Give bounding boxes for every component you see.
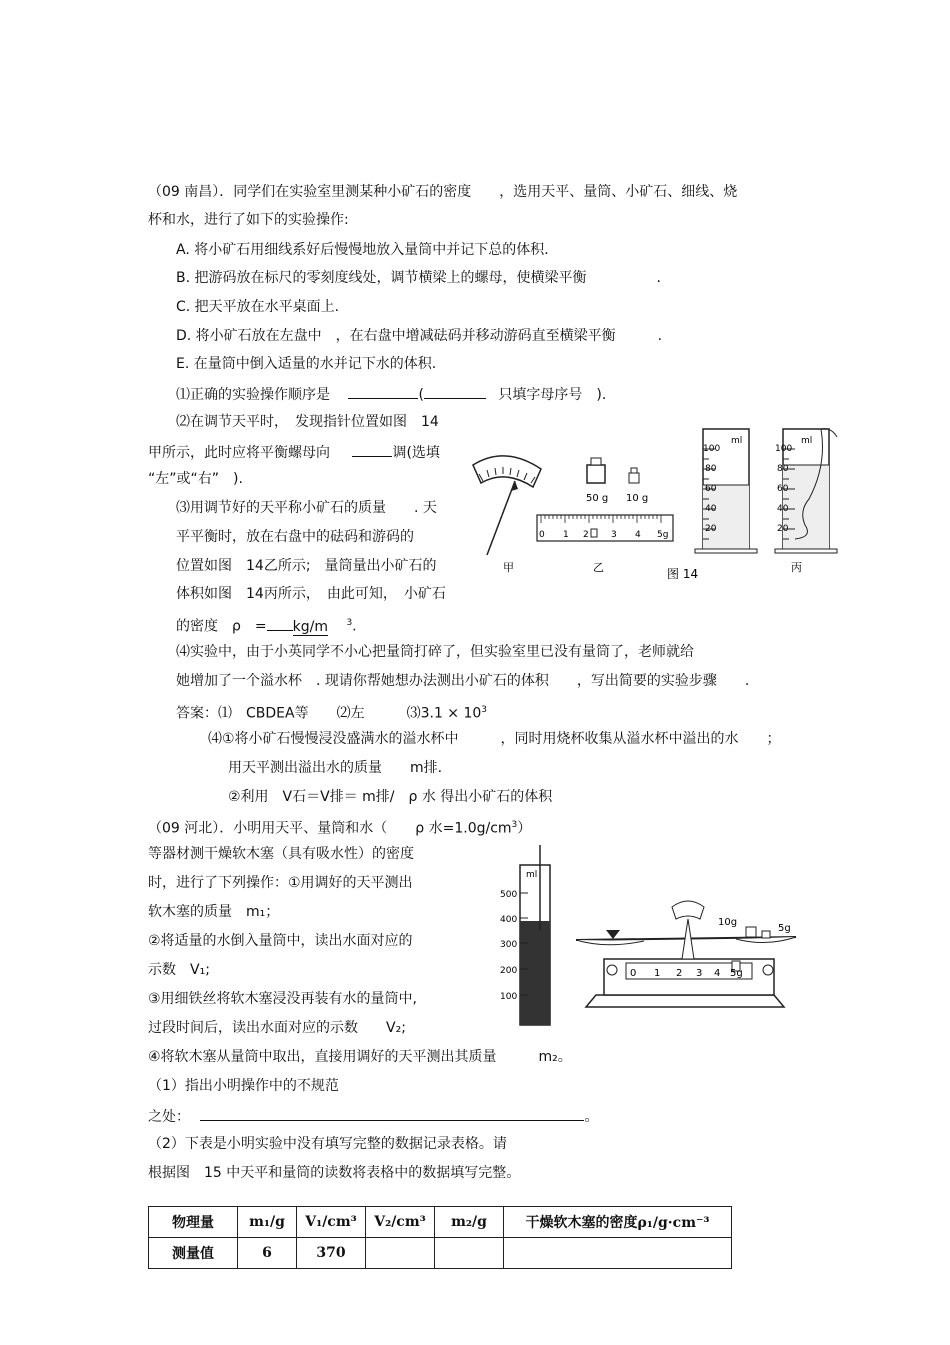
label-yi: 乙 xyxy=(593,561,604,574)
q2-line13: 根据图 15 中天平和量筒的读数将表格中的数据填写完整。 xyxy=(148,1165,521,1181)
cyl2-tick-80: 80 xyxy=(777,464,789,474)
density-unit-exp: 3 xyxy=(346,618,353,628)
ruler-tick-2: 2 xyxy=(583,530,589,540)
q1-part2-tail: 调(选填 xyxy=(392,445,440,461)
table-header-row xyxy=(149,1207,732,1238)
table-cell-v1[interactable]: 370 xyxy=(297,1238,366,1269)
cyl1-tick-40: 40 xyxy=(705,504,717,514)
q1-part3-line1: ⑶用调节好的天平称小矿石的质量 . 天 xyxy=(176,500,437,516)
table-header-cell: m₂/g xyxy=(435,1207,504,1238)
figure-14 xyxy=(465,425,845,590)
q2-line12: （2）下表是小明实验中没有填写完整的数据记录表格。请 xyxy=(148,1136,507,1152)
rider-ruler xyxy=(537,515,673,541)
order-answer-blank[interactable] xyxy=(348,384,418,399)
q2-line7: ③用细铁丝将软木塞浸没再装有水的量筒中, xyxy=(148,991,417,1007)
q1-part2-line2 xyxy=(148,442,440,462)
ruler15-tick-2: 2 xyxy=(676,968,683,979)
table-cell-m1[interactable]: 6 xyxy=(238,1238,297,1269)
q1-part3-line5 xyxy=(176,614,357,636)
q1-part2-line3: “左”或“右” ). xyxy=(148,471,243,487)
table-header-cell: 干燥软木塞的密度ρ₁/g·cm⁻³ xyxy=(504,1207,732,1238)
cyl1-unit: ml xyxy=(731,436,743,446)
figure-14-caption: 图 14 xyxy=(667,567,699,581)
cyl2-tick-40: 40 xyxy=(777,504,789,514)
q1-answer-line3: 用天平测出溢出水的质量 m排. xyxy=(228,760,443,776)
table-cell-m2[interactable] xyxy=(435,1238,504,1269)
q1-part2-text: 甲所示，此时应将平衡螺母向 xyxy=(148,445,330,461)
q2-line3: 时，进行了下列操作：①用调好的天平测出 xyxy=(148,875,413,891)
table-header-cell: V₁/cm³ xyxy=(297,1207,366,1238)
q1-part1-paren: ( xyxy=(418,387,424,403)
table-row-label: 测量值 xyxy=(149,1238,238,1269)
cyl15-tick-100: 100 xyxy=(500,992,518,1002)
ruler15-tick-1: 1 xyxy=(654,968,661,979)
q1-answer-line2: ⑷①将小矿石慢慢浸没盛满水的溢水杯中 ，同时用烧杯收集从溢水杯中溢出的水 ； xyxy=(208,731,781,747)
q1-intro-line1: （09 南昌）．同学们在实验室里测某种小矿石的密度 ，选用天平、量筒、小矿石、细线、烧 xyxy=(148,184,738,200)
direction-answer-blank[interactable] xyxy=(352,442,392,457)
q2-line9: ④将软木塞从量筒中取出，直接用调好的天平测出其质量 m₂。 xyxy=(148,1049,572,1065)
cyl15-tick-200: 200 xyxy=(500,966,518,976)
label-jia: 甲 xyxy=(503,561,514,574)
ruler15-tick-0: 0 xyxy=(630,968,637,979)
q1-part4-line1: ⑷实验中，由于小英同学不小心把量筒打碎了，但实验室里已没有量筒了，老师就给 xyxy=(176,644,694,660)
q1-density-label: 的密度 ρ = xyxy=(176,618,267,635)
balance-scale xyxy=(576,901,796,1007)
ruler15-tick-4: 4 xyxy=(714,968,721,979)
density-answer-blank[interactable] xyxy=(267,616,293,631)
q1-answer-line1 xyxy=(176,701,487,723)
cyl1-tick-100: 100 xyxy=(703,444,721,454)
table-row xyxy=(149,1238,732,1269)
density-unit: kg/m xyxy=(292,618,328,635)
weight-5g-label-15: 5g xyxy=(778,923,791,934)
q2-line11 xyxy=(148,1106,598,1126)
q1-part1 xyxy=(176,384,606,404)
cyl2-tick-60: 60 xyxy=(777,484,789,494)
table-header-cell: 物理量 xyxy=(149,1207,238,1238)
ruler-tick-1: 1 xyxy=(563,530,569,540)
label-bing: 丙 xyxy=(791,561,802,574)
q2-line6: 示数 V₁; xyxy=(148,962,210,978)
weight-10g-label: 10 g xyxy=(626,493,649,504)
data-record-table xyxy=(148,1206,732,1269)
cyl1-tick-60: 60 xyxy=(705,484,717,494)
q1-step-e: E. 在量筒中倒入适量的水并记下水的体积. xyxy=(176,356,437,372)
q1-step-c: C. 把天平放在水平桌面上. xyxy=(176,299,340,315)
q1-part1-text: ⑴正确的实验操作顺序是 xyxy=(176,387,330,403)
q1-part3-line3: 位置如图 14乙所示; 量筒量出小矿石的 xyxy=(176,558,437,574)
cyl1-tick-20: 20 xyxy=(705,524,717,534)
q1-part3-line4: 体积如图 14丙所示， 由此可知， 小矿石 xyxy=(176,586,446,602)
pointer-dial-diagram xyxy=(473,456,541,555)
weight-10g-label-15: 10g xyxy=(718,917,738,928)
q1-part3-end: . xyxy=(352,618,357,635)
weights-diagram xyxy=(587,458,639,483)
table-cell-density[interactable] xyxy=(504,1238,732,1269)
q1-part3-line2: 平平衡时，放在右盘中的砝码和游码的 xyxy=(176,529,414,545)
q1-part4-line2: 她增加了一个溢水杯 . 现请你帮她想办法测出小矿石的体积 ，写出简要的实验步骤 . xyxy=(176,673,750,689)
cyl15-tick-300: 300 xyxy=(500,940,518,950)
ruler15-tick-5: 5g xyxy=(730,968,743,979)
q2-line1 xyxy=(148,816,531,838)
q2-line1-exp: 3 xyxy=(511,820,518,830)
cyl15-unit: ml xyxy=(526,870,538,880)
weight-50g-label: 50 g xyxy=(586,493,609,504)
cyl2-tick-20: 20 xyxy=(777,524,789,534)
q2-line4: 软木塞的质量 m₁； xyxy=(148,904,280,920)
q2-line10: （1）指出小明操作中的不规范 xyxy=(148,1078,339,1094)
q2-line1-text: （09 河北）．小明用天平、量筒和水（ ρ 水=1.0g/cm xyxy=(148,820,512,837)
ruler-tick-5: 5g xyxy=(657,530,669,540)
q2-line2: 等器材测干燥软木塞（具有吸水性）的密度 xyxy=(148,846,414,862)
improper-step-answer-blank[interactable] xyxy=(200,1106,584,1121)
ruler-tick-3: 3 xyxy=(611,530,617,540)
table-header-cell: V₂/cm³ xyxy=(366,1207,435,1238)
q1-step-d: D. 将小矿石放在左盘中 ，在右盘中增减砝码并移动游码直至横梁平衡 . xyxy=(176,328,663,344)
q1-step-a: A. 将小矿石用细线系好后慢慢地放入量筒中并记下总的体积. xyxy=(176,242,549,258)
q2-line5: ②将适量的水倒入量筒中，读出水面对应的 xyxy=(148,933,413,949)
order-answer-blank-2[interactable] xyxy=(424,384,486,399)
q2-line11-end: 。 xyxy=(584,1109,599,1125)
cyl15-tick-500: 500 xyxy=(500,890,518,900)
cyl1-tick-80: 80 xyxy=(705,464,717,474)
q1-answer-line4: ②利用 V石＝V排＝ m排/ ρ 水 得出小矿石的体积 xyxy=(228,789,553,805)
q1-answer-text: 答案：⑴ CBDEA等 ⑵左 ⑶3.1 × 10 xyxy=(176,705,482,722)
q1-part1-note: 只填字母序号 ). xyxy=(498,387,607,403)
q1-answer-exp: 3 xyxy=(481,705,488,715)
q2-line8: 过段时间后，读出水面对应的示数 V₂; xyxy=(148,1020,406,1036)
figure-15 xyxy=(496,845,816,1030)
ruler-tick-0: 0 xyxy=(539,530,545,540)
q2-line11-label: 之处： xyxy=(148,1109,190,1125)
cyl2-unit: ml xyxy=(801,436,813,446)
ruler-tick-4: 4 xyxy=(635,530,641,540)
table-cell-v2[interactable] xyxy=(366,1238,435,1269)
cyl15-tick-400: 400 xyxy=(500,915,518,925)
cyl2-tick-100: 100 xyxy=(775,444,793,454)
ruler15-tick-3: 3 xyxy=(696,968,703,979)
q1-intro-line2: 杯和水，进行了如下的实验操作: xyxy=(148,212,349,228)
q1-step-b: B. 把游码放在标尺的零刻度线处，调节横梁上的螺母，使横梁平衡 . xyxy=(176,270,661,286)
q1-part2-line1: ⑵在调节天平时， 发现指针位置如图 14 xyxy=(176,414,439,430)
table-header-cell: m₁/g xyxy=(238,1207,297,1238)
q2-line1-end: ） xyxy=(517,820,532,837)
